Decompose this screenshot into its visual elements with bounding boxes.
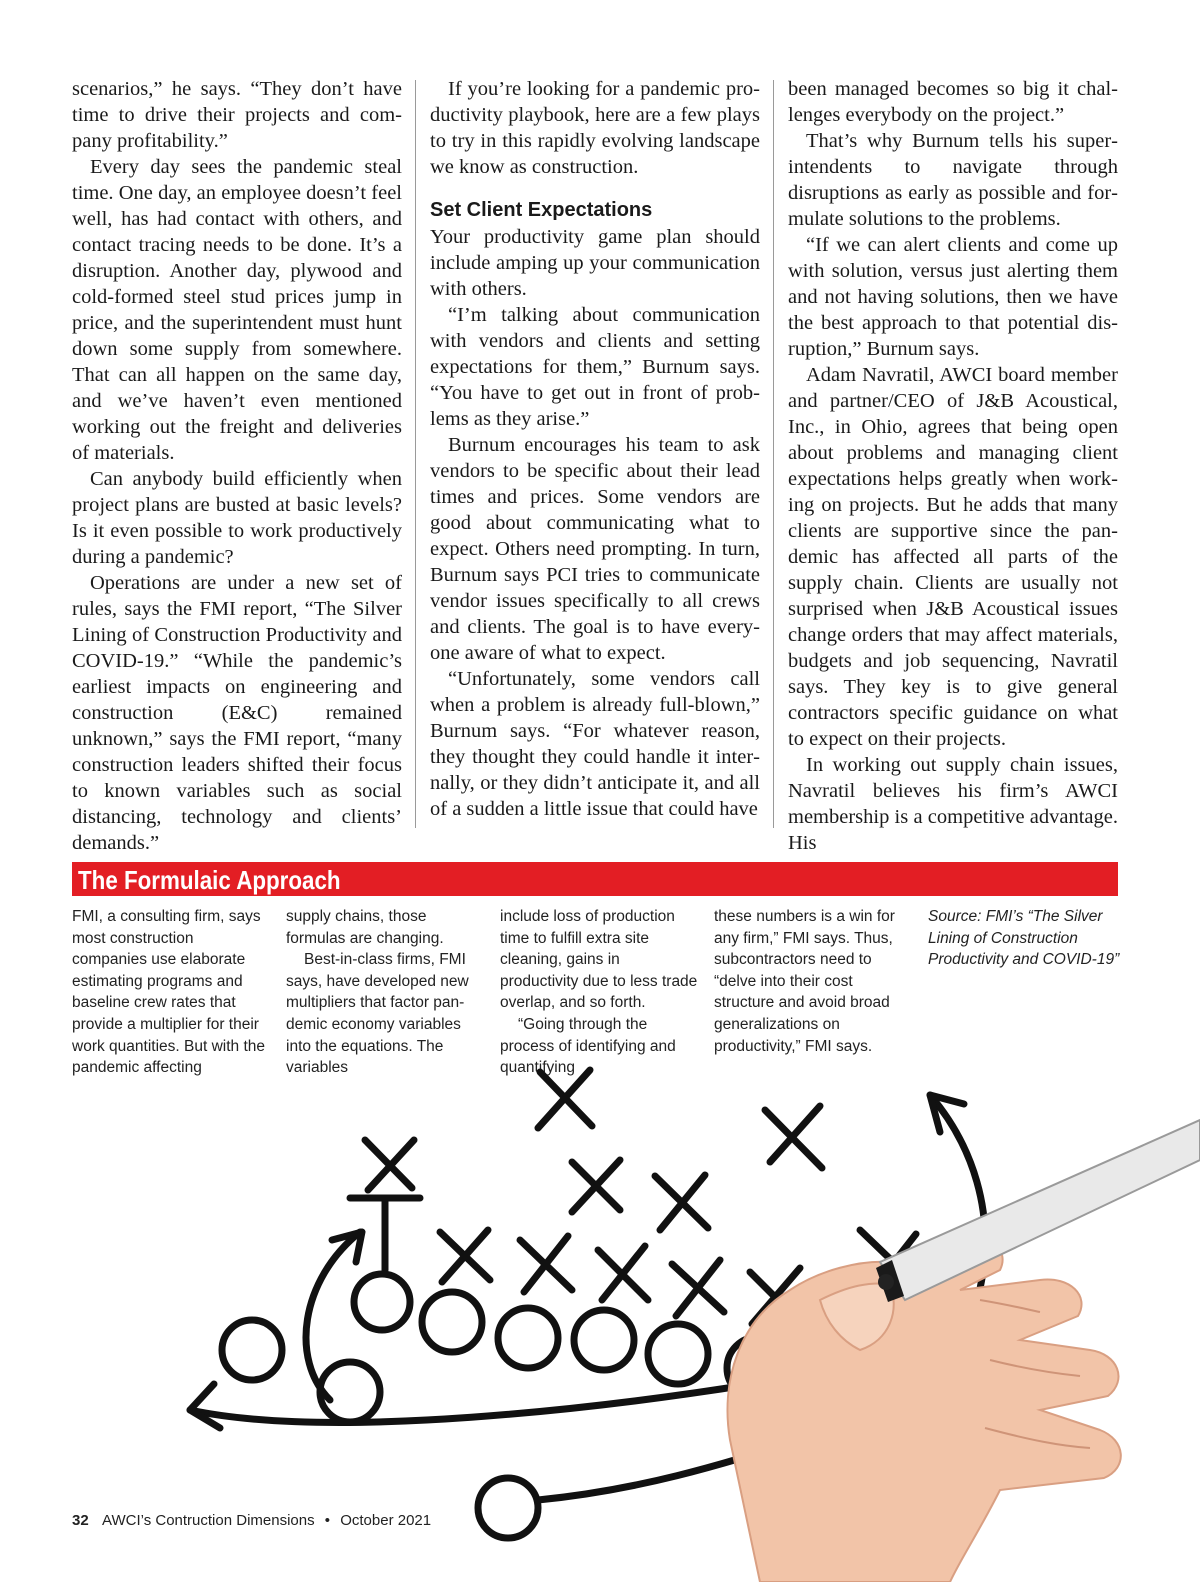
play-arrow-icon bbox=[190, 1378, 790, 1422]
paragraph: been managed becomes so big it challenges everybody on the project.” bbox=[788, 78, 1118, 126]
publication-name: AWCI’s Contruction Dimensions bbox=[102, 1512, 315, 1529]
paragraph: In working out supply chain issues, Navratil believes his firm’s AWCI membership is a competitive advantage. His bbox=[788, 754, 1118, 854]
column-divider bbox=[773, 80, 774, 828]
sidebar-paragraph: Best-in-class firms, FMI says, have developed new multipliers that factor pandemic economy variables into the equations. The variables bbox=[286, 951, 469, 1077]
o-mark-icon bbox=[320, 1362, 380, 1422]
o-mark-icon bbox=[354, 1274, 410, 1330]
paragraph: Your productivity game plan should include amping up your communication with others. bbox=[430, 226, 760, 300]
footer-separator: • bbox=[324, 1512, 331, 1529]
football-play-illustration bbox=[0, 1050, 1200, 1582]
x-mark-icon bbox=[672, 1260, 724, 1316]
sidebar-column-4 bbox=[714, 906, 912, 1057]
play-arrow-icon bbox=[306, 1232, 360, 1400]
sidebar-paragraph: these numbers is a win for any firm,” FMI says. Thus, subcontractors need to “delve into their cost structure and avoid broad generalizations on productivity,” FMI says. bbox=[714, 908, 895, 1055]
o-mark-icon bbox=[574, 1310, 634, 1370]
issue-date: October 2021 bbox=[340, 1512, 432, 1529]
paragraph: Every day sees the pandemic steal time. One day, an employee doesn’t feel well, has had contact with others, and contact tracing needs to be done. It’s a disruption. Another day, plywood and cold-formed steel stud prices jump in price, and the superintendent must hunt down some supply from somewhere. That can all happen on the same day, and we’ve haven’t even mentioned working out the freight and deliveries of materials. bbox=[72, 156, 402, 464]
sidebar-title-bar bbox=[72, 862, 1118, 896]
paragraph: scenarios,” he says. “They don’t have time to drive their projects and company profitability.” bbox=[72, 78, 402, 152]
column-divider bbox=[415, 80, 416, 828]
paragraph: “Unfortunately, some vendors call when a problem is already full-blown,” Burnum says. “For whatever reason, they thought they could handle it internally, or they didn’t anticipate it, and all of a sudden a little issue that could have bbox=[430, 668, 760, 820]
section-heading: Set Client Expectations bbox=[430, 199, 653, 221]
article-column-2 bbox=[430, 76, 760, 822]
x-mark-icon bbox=[365, 1140, 414, 1190]
x-mark-icon bbox=[520, 1236, 572, 1292]
article-column-1 bbox=[72, 76, 402, 856]
x-mark-icon bbox=[765, 1106, 822, 1168]
paragraph: Burnum encourages his team to ask vendors to be specific about their lead times and prices. Some vendors are good about communicating what to expect. Others need prompting. In turn, Burnum says PCI tries to communicate vendor issues specifically to all crews and clients. The goal is to have everyone aware of what to expect. bbox=[430, 434, 760, 664]
paragraph: Operations are under a new set of rules, says the FMI report, “The Silver Lining of Construction Productivity and COVID-19.” “While the pandemic’s earliest impacts on engineering and construction (E&C) remained unknown,” says the FMI report, “many construction leaders shifted their focus to known variables such as social distancing, technology and clients’ demands.” bbox=[72, 572, 402, 854]
x-mark-icon bbox=[440, 1230, 490, 1282]
o-mark-icon bbox=[222, 1320, 282, 1380]
x-mark-icon bbox=[598, 1246, 648, 1300]
play-arrow-icon bbox=[190, 1384, 220, 1428]
sidebar-paragraph: “Going through the process of identifying and quantifying bbox=[500, 1015, 676, 1077]
sidebar-title: The Formulaic Approach bbox=[78, 865, 341, 895]
page-footer bbox=[72, 1512, 431, 1529]
sidebar-paragraph: FMI, a consulting firm, says most construction companies use elaborate estimating programs and baseline crew rates that provide a multiplier for their work quantities. But with the pandemic affecting bbox=[72, 908, 265, 1077]
paragraph: Can anybody build efficiently when project plans are busted at basic levels? Is it even possible to work productively during a pandemic? bbox=[72, 468, 402, 568]
o-mark-icon bbox=[422, 1292, 482, 1352]
paragraph: If you’re looking for a pandemic productivity playbook, here are a few plays to try in this rapidly evolving landscape we know as construction. bbox=[430, 78, 760, 178]
paragraph: That’s why Burnum tells his superintendents to navigate through disruptions as early as possible and formulate solutions to the problems. bbox=[788, 130, 1118, 230]
o-mark-icon bbox=[478, 1478, 538, 1538]
x-mark-icon bbox=[572, 1160, 620, 1212]
paragraph: “I’m talking about communication with vendors and clients and setting expectations for them,” Burnum says. “You have to get out in front of problems as they arise.” bbox=[430, 304, 760, 430]
o-mark-icon bbox=[498, 1308, 558, 1368]
marker-pen-icon bbox=[876, 1120, 1200, 1302]
x-mark-icon bbox=[538, 1070, 592, 1128]
x-mark-icon bbox=[655, 1175, 708, 1230]
paragraph: “If we can alert clients and come up with solution, versus just alerting them and not having solutions, then we have the best approach to that potential disruption,” Burnum says. bbox=[788, 234, 1118, 360]
article-column-3 bbox=[788, 76, 1118, 856]
source-citation: Source: FMI’s “The Silver Lining of Construction Productivity and COVID-19” bbox=[928, 908, 1120, 969]
sidebar-source-note bbox=[928, 906, 1120, 971]
paragraph: Adam Navratil, AWCI board member and partner/CEO of J&B Acoustical, Inc., in Ohio, agrees that being open about problems and managing client expectations helps greatly when working on projects. But he adds that many clients are supportive since the pandemic has affected all parts of the supply chain. Clients are usually not surprised when J&B Acoustical issues change orders that may affect materials, budgets and job sequencing, Navratil says. They key is to give general contractors specific guidance on what to expect on their projects. bbox=[788, 364, 1118, 750]
sidebar-paragraph: supply chains, those formulas are changing. bbox=[286, 908, 444, 947]
sidebar-paragraph: include loss of production time to fulfill extra site cleaning, gains in productivity due to less trade overlap, and so forth. bbox=[500, 908, 698, 1012]
page-number: 32 bbox=[72, 1512, 89, 1529]
o-mark-icon bbox=[648, 1324, 708, 1384]
